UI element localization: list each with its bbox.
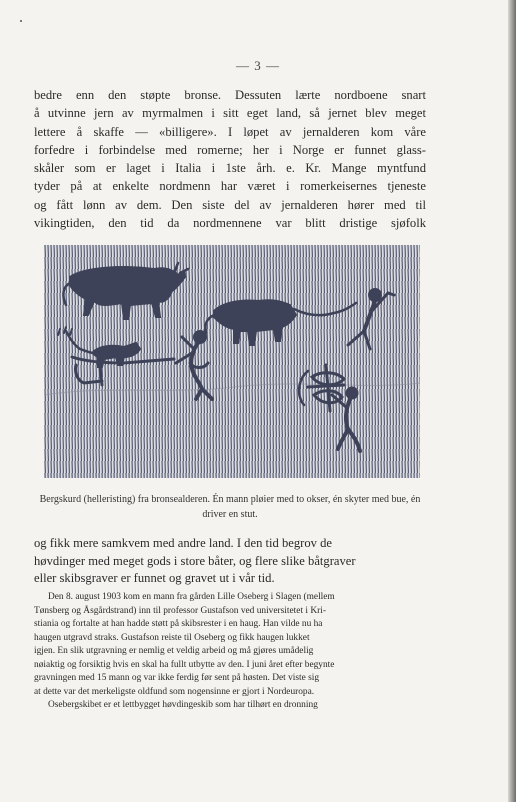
page-edge-shadow bbox=[508, 0, 516, 802]
rock-carving-svg bbox=[44, 245, 420, 478]
paragraph-line: bedre enn den støpte bronse. Dessuten lærte nordboene snart bbox=[34, 88, 426, 102]
continuation-line: høvdinger med meget gods i store båter, og flere slike båtgraver bbox=[34, 553, 356, 568]
print-speck bbox=[20, 20, 22, 22]
small-print-line: at dette var det merkeligste oldfund som nogensinne er gjort i Nordeuropa. bbox=[34, 686, 315, 697]
small-print-paragraph bbox=[34, 591, 426, 713]
rock-carving-illustration bbox=[44, 245, 420, 478]
small-print-line: Den 8. august 1903 kom en mann fra gården Lille Oseberg i Slagen (mellem bbox=[48, 592, 335, 602]
small-print-line: Osebergskibet er et lettbygget høvdingeskib som har tilhørt en dronning bbox=[48, 700, 318, 710]
continuation-paragraph bbox=[34, 535, 426, 588]
continuation-line: eller skibsgraver er funnet og gravet ut i vår tid. bbox=[34, 571, 275, 586]
small-print-line: stiania og fortalte at han hadde støtt på skibsrester i en haug. Han vilde nu ha bbox=[34, 619, 323, 629]
paragraph-line: tyder på at enkelte nordmenn har været i romerkeisernes tjeneste bbox=[34, 179, 426, 194]
small-print-line: haugen utgravd straks. Gustafson reiste til Oseberg og fikk haugen lukket bbox=[34, 632, 310, 643]
paragraph-line: og fått lønn av dem. Den siste del av jernalderen hører med til bbox=[34, 197, 426, 212]
continuation-line: og fikk mere samkvem med andre land. I den tid begrov de bbox=[34, 536, 332, 550]
main-paragraph bbox=[34, 86, 426, 232]
paragraph-line: vikingtiden, den tid da nordmennene var blitt dristige sjøfolk bbox=[34, 216, 426, 231]
small-print-line: nøiaktig og forsiktig hvis en skal ha fullt utbytte av den. I juni året efter begynte bbox=[34, 659, 335, 670]
paragraph-line: skåler som er laget i Italia i 1ste årh. e. Kr. Mange myntfund bbox=[34, 161, 426, 176]
figure-caption: Bergskurd (helleristing) fra bronsealderen. Én mann pløier med to okser, én skyter med bue, én driver en stut. bbox=[39, 494, 421, 520]
page-number: — 3 — bbox=[236, 58, 280, 73]
paragraph-line: forfedre i forbindelse med romerne; her i Norge er funnet glass- bbox=[34, 142, 426, 157]
small-print-line: gravningen med 15 mann og var ikke ferdig før sent på høsten. Det viste sig bbox=[34, 673, 320, 683]
paragraph-line: lettere å skaffe — «billigere». I løpet av jernalderen kom våre bbox=[34, 124, 426, 139]
small-print-line: Tønsberg og Åsgårdstrand) inn til professor Gustafson ved universitetet i Kri- bbox=[34, 605, 326, 616]
paragraph-line: å utvinne jern av myrmalmen i sitt eget land, så jernet blev meget bbox=[34, 106, 426, 121]
small-print-line: igjen. En slik utgravning er nemlig et veldig arbeid og må gjøres umådelig bbox=[34, 646, 314, 656]
